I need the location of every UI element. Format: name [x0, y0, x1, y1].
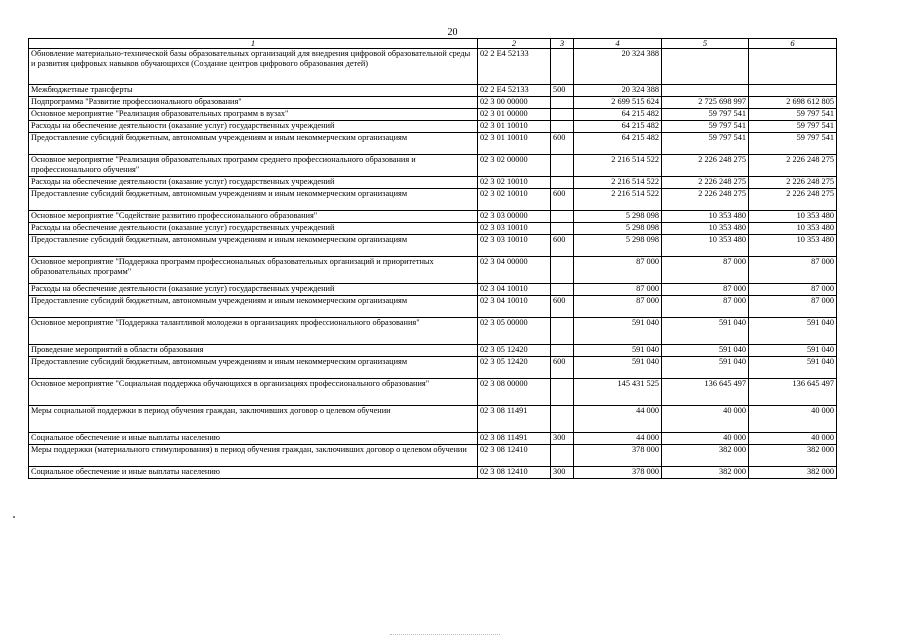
- row-amount-col5: 10 353 480: [662, 211, 749, 223]
- header-row: [29, 39, 837, 49]
- row-amount-col4: 87 000: [574, 296, 662, 318]
- row-amount-col4: 2 699 515 624: [574, 97, 662, 109]
- row-amount-col5: 136 645 497: [662, 379, 749, 406]
- row-name: Основное мероприятие "Поддержка программ профессиональных образовательных организаций и приоритетных образовательных программ": [29, 257, 478, 284]
- row-amount-col4: 44 000: [574, 433, 662, 445]
- table-row: [29, 345, 837, 357]
- table-row: [29, 211, 837, 223]
- row-name: Основное мероприятие "Реализация образовательных программ среднего профессионального образования и профессионального обучения": [29, 155, 478, 177]
- table-row: [29, 155, 837, 177]
- row-name: Основное мероприятие "Реализация образовательных программ в вузах": [29, 109, 478, 121]
- row-amount-col5: 382 000: [662, 467, 749, 479]
- row-code: 02 3 04 10010: [478, 284, 551, 296]
- row-amount-col4: 2 216 514 522: [574, 177, 662, 189]
- row-expense-type: [551, 49, 574, 85]
- row-name: Расходы на обеспечение деятельности (оказание услуг) государственных учреждений: [29, 121, 478, 133]
- table-row: [29, 223, 837, 235]
- row-code: 02 3 03 10010: [478, 223, 551, 235]
- row-amount-col5: 382 000: [662, 445, 749, 467]
- row-name: Расходы на обеспечение деятельности (оказание услуг) государственных учреждений: [29, 223, 478, 235]
- row-name: Подпрограмма "Развитие профессионального образования": [29, 97, 478, 109]
- row-code: 02 3 01 00000: [478, 109, 551, 121]
- header-col-3: 3: [551, 39, 574, 49]
- row-amount-col4: 64 215 482: [574, 121, 662, 133]
- row-amount-col6: [749, 49, 837, 85]
- table-row: [29, 177, 837, 189]
- row-expense-type: 300: [551, 433, 574, 445]
- row-amount-col5: 10 353 480: [662, 223, 749, 235]
- table-row: [29, 406, 837, 433]
- row-amount-col4: 2 216 514 522: [574, 189, 662, 211]
- row-name: Предоставление субсидий бюджетным, автономным учреждениям и иным некоммерческим организациям: [29, 133, 478, 155]
- row-expense-type: [551, 177, 574, 189]
- table-row: [29, 318, 837, 345]
- table-body: [29, 49, 837, 479]
- table-row: [29, 357, 837, 379]
- row-amount-col4: 378 000: [574, 467, 662, 479]
- row-amount-col6: 87 000: [749, 296, 837, 318]
- row-code: 02 3 02 10010: [478, 189, 551, 211]
- row-amount-col5: 40 000: [662, 433, 749, 445]
- row-amount-col5: 2 226 248 275: [662, 155, 749, 177]
- row-name: Предоставление субсидий бюджетным, автономным учреждениям и иным некоммерческим организациям: [29, 296, 478, 318]
- row-expense-type: [551, 109, 574, 121]
- row-expense-type: [551, 284, 574, 296]
- row-amount-col6: 591 040: [749, 357, 837, 379]
- row-name: Социальное обеспечение и иные выплаты населению: [29, 433, 478, 445]
- row-amount-col4: 20 324 388: [574, 49, 662, 85]
- row-name: Проведение мероприятий в области образования: [29, 345, 478, 357]
- row-amount-col6: 59 797 541: [749, 133, 837, 155]
- row-amount-col5: [662, 85, 749, 97]
- table-row: [29, 257, 837, 284]
- row-amount-col5: 87 000: [662, 284, 749, 296]
- row-amount-col5: 87 000: [662, 257, 749, 284]
- row-amount-col4: 591 040: [574, 357, 662, 379]
- row-amount-col4: 145 431 525: [574, 379, 662, 406]
- margin-mark: [13, 516, 15, 518]
- budget-table: [28, 38, 837, 479]
- row-name: Обновление материально-технической базы образовательных организаций для внедрения цифровой образовательной среды и развития цифровых навыков обучающихся (Создание центров цифрового образования детей): [29, 49, 478, 85]
- row-code: 02 3 04 10010: [478, 296, 551, 318]
- row-amount-col6: 2 226 248 275: [749, 189, 837, 211]
- row-amount-col6: 2 226 248 275: [749, 155, 837, 177]
- row-code: 02 3 08 11491: [478, 433, 551, 445]
- row-amount-col6: 87 000: [749, 284, 837, 296]
- row-amount-col4: 5 298 098: [574, 211, 662, 223]
- row-name: Основное мероприятие "Содействие развитию профессионального образования": [29, 211, 478, 223]
- row-amount-col5: [662, 49, 749, 85]
- row-amount-col4: 5 298 098: [574, 235, 662, 257]
- page-number: 20: [447, 27, 458, 38]
- row-amount-col4: 591 040: [574, 318, 662, 345]
- row-expense-type: 600: [551, 235, 574, 257]
- row-name: Меры поддержки (материального стимулирования) в период обучения граждан, заключивших договор о целевом обучении: [29, 445, 478, 467]
- row-amount-col4: 378 000: [574, 445, 662, 467]
- table-row: [29, 379, 837, 406]
- row-amount-col4: 64 215 482: [574, 133, 662, 155]
- row-code: 02 3 02 10010: [478, 177, 551, 189]
- header-col-5: 5: [662, 39, 749, 49]
- row-expense-type: [551, 406, 574, 433]
- row-amount-col5: 59 797 541: [662, 109, 749, 121]
- row-amount-col5: 10 353 480: [662, 235, 749, 257]
- row-amount-col5: 591 040: [662, 318, 749, 345]
- row-code: 02 3 08 12410: [478, 445, 551, 467]
- row-expense-type: 600: [551, 133, 574, 155]
- table-row: [29, 445, 837, 467]
- row-amount-col6: [749, 85, 837, 97]
- row-amount-col6: 10 353 480: [749, 235, 837, 257]
- row-code: 02 2 E4 52133: [478, 49, 551, 85]
- row-name: Основное мероприятие "Социальная поддержка обучающихся в организациях профессионального образования": [29, 379, 478, 406]
- table-row: [29, 97, 837, 109]
- row-code: 02 3 00 00000: [478, 97, 551, 109]
- table-row: [29, 467, 837, 479]
- row-amount-col6: 591 040: [749, 318, 837, 345]
- row-amount-col4: 64 215 482: [574, 109, 662, 121]
- row-name: Расходы на обеспечение деятельности (оказание услуг) государственных учреждений: [29, 177, 478, 189]
- row-name: Предоставление субсидий бюджетным, автономным учреждениям и иным некоммерческим организациям: [29, 357, 478, 379]
- row-expense-type: [551, 445, 574, 467]
- table-row: [29, 189, 837, 211]
- table-row: [29, 85, 837, 97]
- row-expense-type: [551, 155, 574, 177]
- table-row: [29, 109, 837, 121]
- row-expense-type: [551, 379, 574, 406]
- row-amount-col4: 591 040: [574, 345, 662, 357]
- row-code: 02 3 05 00000: [478, 318, 551, 345]
- row-amount-col5: 591 040: [662, 345, 749, 357]
- row-expense-type: 500: [551, 85, 574, 97]
- row-name: Межбюджетные трансферты: [29, 85, 478, 97]
- row-code: 02 3 01 10010: [478, 121, 551, 133]
- row-amount-col6: 10 353 480: [749, 211, 837, 223]
- table-row: [29, 235, 837, 257]
- row-code: 02 3 03 10010: [478, 235, 551, 257]
- row-expense-type: [551, 211, 574, 223]
- row-expense-type: [551, 97, 574, 109]
- row-expense-type: 600: [551, 357, 574, 379]
- bottom-scan-mark: [390, 634, 500, 636]
- row-amount-col4: 87 000: [574, 284, 662, 296]
- row-amount-col5: 2 725 698 997: [662, 97, 749, 109]
- row-amount-col4: 5 298 098: [574, 223, 662, 235]
- row-code: 02 3 02 00000: [478, 155, 551, 177]
- row-code: 02 3 08 11491: [478, 406, 551, 433]
- table-row: [29, 284, 837, 296]
- row-amount-col6: 59 797 541: [749, 109, 837, 121]
- row-amount-col4: 2 216 514 522: [574, 155, 662, 177]
- header-col-6: 6: [749, 39, 837, 49]
- row-code: 02 2 E4 52133: [478, 85, 551, 97]
- row-expense-type: 600: [551, 189, 574, 211]
- row-code: 02 3 04 00000: [478, 257, 551, 284]
- row-expense-type: [551, 121, 574, 133]
- row-amount-col6: 59 797 541: [749, 121, 837, 133]
- row-name: Меры социальной поддержки в период обучения граждан, заключивших договор о целевом обучении: [29, 406, 478, 433]
- row-name: Расходы на обеспечение деятельности (оказание услуг) государственных учреждений: [29, 284, 478, 296]
- row-code: 02 3 03 00000: [478, 211, 551, 223]
- row-amount-col6: 2 698 612 805: [749, 97, 837, 109]
- row-amount-col5: 40 000: [662, 406, 749, 433]
- row-amount-col6: 591 040: [749, 345, 837, 357]
- table-row: [29, 433, 837, 445]
- table-row: [29, 133, 837, 155]
- header-col-2: 2: [478, 39, 551, 49]
- row-amount-col6: 136 645 497: [749, 379, 837, 406]
- row-amount-col6: 40 000: [749, 406, 837, 433]
- row-amount-col5: 591 040: [662, 357, 749, 379]
- row-code: 02 3 05 12420: [478, 345, 551, 357]
- table-row: [29, 121, 837, 133]
- row-expense-type: [551, 257, 574, 284]
- header-col-4: 4: [574, 39, 662, 49]
- row-amount-col6: 10 353 480: [749, 223, 837, 235]
- row-code: 02 3 05 12420: [478, 357, 551, 379]
- row-expense-type: [551, 345, 574, 357]
- table-row: [29, 296, 837, 318]
- row-name: Социальное обеспечение и иные выплаты населению: [29, 467, 478, 479]
- row-code: 02 3 08 00000: [478, 379, 551, 406]
- row-amount-col4: 20 324 388: [574, 85, 662, 97]
- row-amount-col4: 44 000: [574, 406, 662, 433]
- row-amount-col5: 2 226 248 275: [662, 177, 749, 189]
- row-amount-col5: 87 000: [662, 296, 749, 318]
- row-expense-type: [551, 318, 574, 345]
- row-name: Предоставление субсидий бюджетным, автономным учреждениям и иным некоммерческим организациям: [29, 189, 478, 211]
- row-amount-col4: 87 000: [574, 257, 662, 284]
- row-amount-col6: 40 000: [749, 433, 837, 445]
- row-code: 02 3 08 12410: [478, 467, 551, 479]
- row-expense-type: 300: [551, 467, 574, 479]
- row-expense-type: 600: [551, 296, 574, 318]
- row-amount-col6: 87 000: [749, 257, 837, 284]
- row-amount-col6: 2 226 248 275: [749, 177, 837, 189]
- row-name: Предоставление субсидий бюджетным, автономным учреждениям и иным некоммерческим организациям: [29, 235, 478, 257]
- table-row: [29, 49, 837, 85]
- row-amount-col6: 382 000: [749, 445, 837, 467]
- header-col-1: 1: [29, 39, 478, 49]
- row-expense-type: [551, 223, 574, 235]
- row-amount-col5: 59 797 541: [662, 133, 749, 155]
- row-amount-col6: 382 000: [749, 467, 837, 479]
- row-code: 02 3 01 10010: [478, 133, 551, 155]
- row-name: Основное мероприятие "Поддержка талантливой молодежи в организациях профессионального образования": [29, 318, 478, 345]
- row-amount-col5: 59 797 541: [662, 121, 749, 133]
- row-amount-col5: 2 226 248 275: [662, 189, 749, 211]
